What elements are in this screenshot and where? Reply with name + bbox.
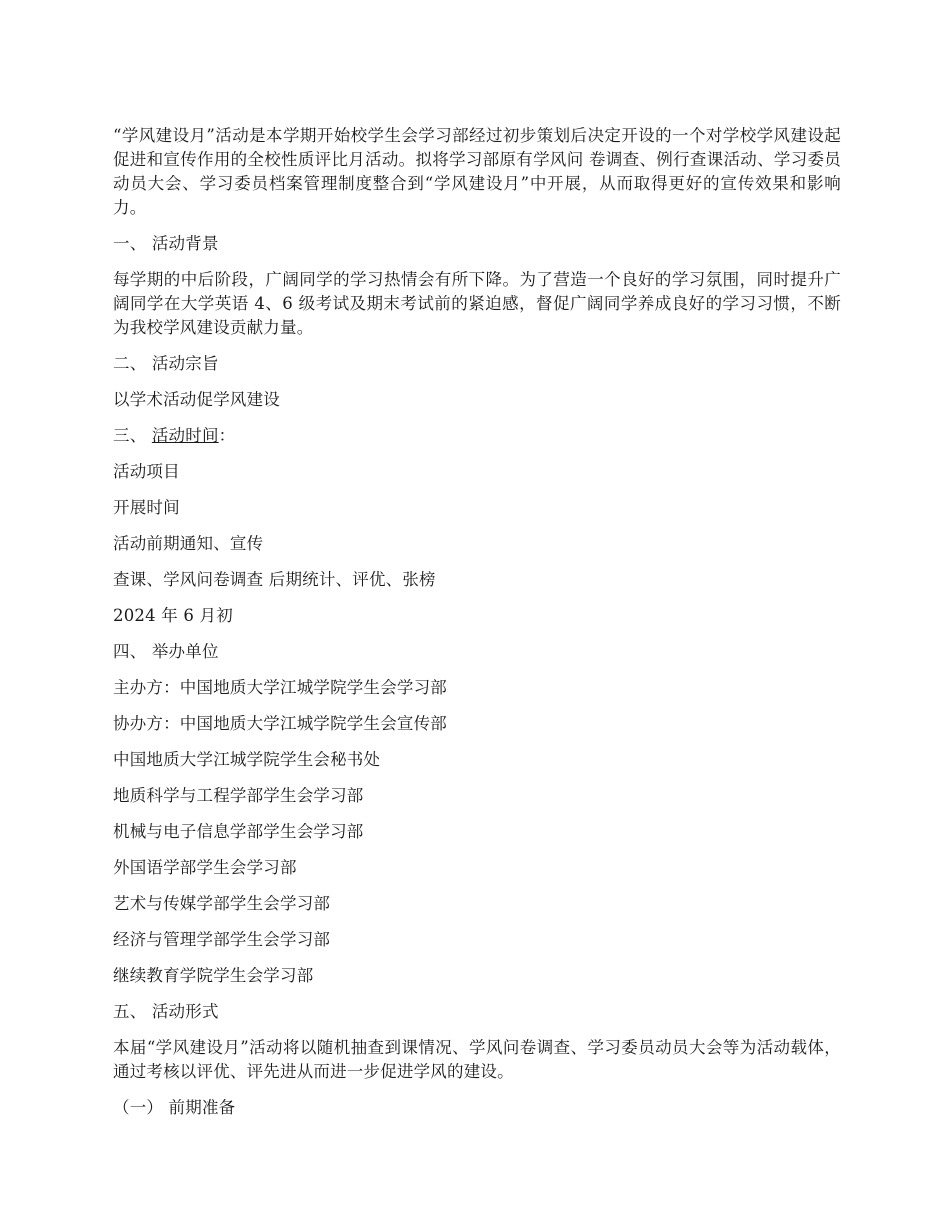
intro-paragraph: “学风建设月”活动是本学期开始校学生会学习部经过初步策划后决定开设的一个对学校学风建设起促进和宣传作用的全校性质评比月活动。拟将学习部原有学风问 卷调查、例行查课活动、学习委员动员大会、学习委员档案管理制度整合到“学风建设月”中开展，从而取得更好的宣传效果和影响力。 — [113, 126, 841, 217]
section-4-item: 继续教育学院学生会学习部 — [113, 966, 314, 985]
section-3-title-link[interactable]: 活动时间 — [151, 426, 219, 445]
section-5-body: 本届“学风建设月”活动将以随机抽查到课情况、学风问卷调查、学习委员动员大会等为活动载体，通过考核以评优、评先进从而进一步促进学风的建设。 — [113, 1038, 841, 1081]
section-1-heading: 一、 活动背景 — [113, 234, 219, 253]
section-3-item: 2024 年 6 月初 — [113, 606, 233, 625]
section-3-prefix: 三、 — [113, 426, 152, 445]
section-4-item: 艺术与传媒学部学生会学习部 — [113, 894, 331, 913]
section-2-heading: 二、 活动宗旨 — [113, 354, 219, 373]
section-1-body: 每学期的中后阶段，广阔同学的学习热情会有所下降。为了营造一个良好的学习氛围，同时提升广阔同学在大学英语 4、6 级考试及期末考试前的紧迫感，督促广阔同学养成良好的学习习惯，不断为我校学风建设贡献力量。 — [113, 270, 841, 337]
section-3-heading — [113, 424, 841, 448]
section-4-heading: 四、 举办单位 — [113, 642, 219, 661]
section-3-item: 开展时间 — [113, 498, 180, 517]
section-4-item: 地质科学与工程学部学生会学习部 — [113, 786, 364, 805]
section-5-heading: 五、 活动形式 — [113, 1002, 219, 1021]
section-4-item: 外国语学部学生会学习部 — [113, 858, 297, 877]
section-4-item: 经济与管理学部学生会学习部 — [113, 930, 331, 949]
document-page — [113, 124, 841, 1120]
section-4-item: 主办方：中国地质大学江城学院学生会学习部 — [113, 678, 447, 697]
section-3-item: 活动项目 — [113, 462, 180, 481]
section-5-subheading: （一） 前期准备 — [113, 1098, 236, 1117]
section-2-body: 以学术活动促学风建设 — [113, 390, 280, 409]
section-4-item: 机械与电子信息学部学生会学习部 — [113, 822, 364, 841]
section-3-suffix: ： — [218, 426, 236, 445]
section-3-item: 活动前期通知、宣传 — [113, 534, 264, 553]
section-3-item: 查课、学风问卷调查 后期统计、评优、张榜 — [113, 570, 436, 589]
section-4-item: 中国地质大学江城学院学生会秘书处 — [113, 750, 381, 769]
section-4-item: 协办方：中国地质大学江城学院学生会宣传部 — [113, 714, 447, 733]
